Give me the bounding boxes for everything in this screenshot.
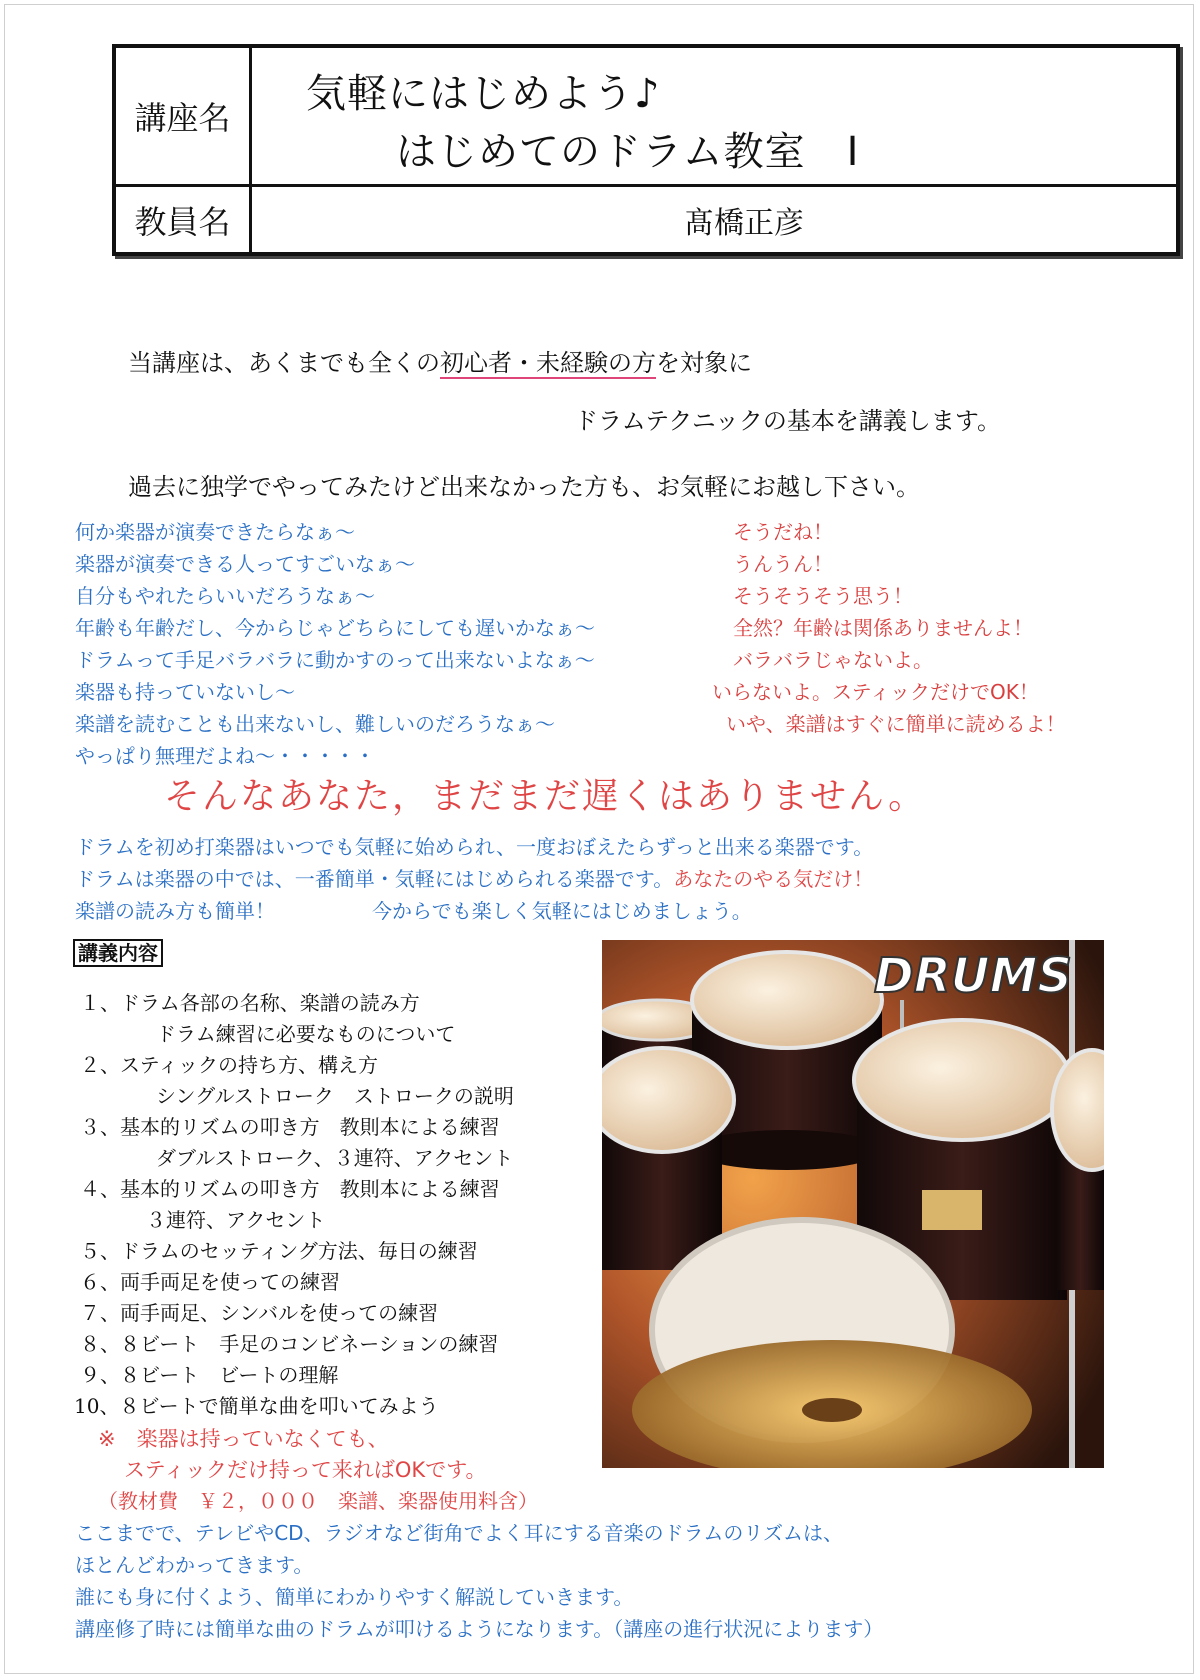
lesson-line: ドラム練習に必要なものについて: [156, 1022, 456, 1046]
worry-line: 年齢も年齢だし、今からじゃどちらにしても遅いかなぁ～: [75, 616, 595, 640]
answer-line: 全然？年齢は関係ありませんよ！: [733, 616, 1033, 640]
lesson-line: 10、８ビートで簡単な曲を叩いてみよう: [74, 1394, 439, 1418]
lesson-line: ８、８ビート 手足のコンビネーションの練習: [80, 1332, 499, 1356]
course-title-line1: 気軽にはじめよう♪: [306, 71, 661, 117]
closing-line: ここまでで、テレビやCD、ラジオなど街角でよく耳にする音楽のドラムのリズムは、: [75, 1521, 843, 1545]
course-header-table: [112, 44, 1180, 256]
worry-line: やっぱり無理だよね～・・・・・: [75, 744, 375, 768]
answer-line: そうそうそう思う！: [733, 584, 913, 608]
lecture-contents-label: 講義内容: [73, 939, 163, 967]
worry-line: 楽器も持っていないし～: [75, 680, 295, 704]
answer-line: いらないよ。スティックだけでOK！: [712, 680, 1039, 704]
teacher-name: 髙橋正彦: [684, 205, 804, 241]
course-name-row: [116, 48, 1176, 187]
paragraph-line-3b: 今からでも楽しく気軽にはじめましょう。: [372, 899, 752, 923]
lesson-line: ７、両手両足、シンバルを使っての練習: [80, 1301, 439, 1325]
fee-note: （教材費 ￥２，０００ 楽譜、楽器使用料含）: [98, 1489, 538, 1513]
lesson-line: ４、基本的リズムの叩き方 教則本による練習: [80, 1177, 500, 1201]
closing-line: ほとんどわかってきます。: [75, 1553, 314, 1577]
intro-line-2: ドラムテクニックの基本を講義します。: [574, 407, 1001, 435]
course-name-label: 講座名: [116, 48, 252, 184]
intro-line-1-post: を対象に: [656, 349, 752, 377]
answer-line: そうだね！: [733, 520, 833, 544]
worry-line: 楽器が演奏できる人ってすごいなぁ～: [75, 552, 415, 576]
note-line-2: スティックだけ持って来ればOKです。: [124, 1458, 487, 1482]
answer-line: うんうん！: [733, 552, 833, 576]
closing-line: 誰にも身に付くよう、簡単にわかりやすく解説していきます。: [75, 1585, 634, 1609]
teacher-label: 教員名: [116, 187, 252, 252]
lesson-line: ６、両手両足を使っての練習: [80, 1270, 340, 1294]
paragraph-line-2-red: あなたのやる気だけ！: [673, 867, 874, 891]
intro-highlight: 初心者・未経験の方: [440, 349, 656, 377]
lesson-line: ３、基本的リズムの叩き方 教則本による練習: [80, 1115, 500, 1139]
paragraph-line-3a: 楽譜の読み方も簡単！: [75, 899, 275, 923]
lesson-line: シングルストローク ストロークの説明: [156, 1084, 514, 1108]
closing-line: 講座修了時には簡単な曲のドラムが叩けるようになります。（講座の進行状況によります）: [75, 1617, 884, 1641]
headline: そんなあなた，まだまだ遅くはありません。: [164, 776, 927, 817]
teacher-row: [116, 187, 1176, 252]
paragraph-line-2-blue: ドラムは楽器の中では、一番簡単・気軽にはじめられる楽器です。: [75, 867, 674, 891]
paragraph-line-2: [75, 863, 873, 892]
lesson-line: ダブルストローク、３連符、アクセント: [156, 1146, 514, 1170]
paragraph-line-1: ドラムを初め打楽器はいつでも気軽に始められ、一度おぼえたらずっと出来る楽器です。: [75, 835, 874, 859]
worry-line: 何か楽器が演奏できたらなぁ～: [75, 520, 355, 544]
worry-line: 自分もやれたらいいだろうなぁ～: [75, 584, 375, 608]
answer-line: バラバラじゃないよ。: [733, 648, 933, 672]
worry-line: 楽譜を読むことも出来ないし、難しいのだろうなぁ～: [75, 712, 555, 736]
worry-line: ドラムって手足バラバラに動かすのって出来ないよなぁ～: [75, 648, 595, 672]
note-line-1: ※ 楽器は持っていなくても、: [98, 1427, 389, 1451]
lesson-line: １、ドラム各部の名称、楽譜の読み方: [80, 991, 420, 1015]
lesson-line: ５、ドラムのセッティング方法、毎日の練習: [80, 1239, 478, 1263]
course-title-line2: はじめてのドラム教室 Ⅰ: [396, 129, 860, 175]
drum-kit-illustration: [602, 940, 1104, 1468]
lesson-line: ３連符、アクセント: [146, 1208, 326, 1232]
intro-line-1-pre: 当講座は、あくまでも全くの: [128, 349, 440, 377]
lesson-line: ２、スティックの持ち方、構え方: [80, 1053, 378, 1077]
intro-line-1: [128, 343, 752, 378]
answer-line: いや、楽譜はすぐに簡単に読めるよ！: [726, 712, 1066, 736]
drum-kit-photo: [602, 940, 1104, 1468]
intro-line-3: 過去に独学でやってみたけど出来なかった方も、お気軽にお越し下さい。: [128, 473, 920, 501]
drums-logo-text: DRUMS: [873, 948, 1072, 1004]
lesson-line: ９、８ビート ビートの理解: [80, 1363, 339, 1387]
